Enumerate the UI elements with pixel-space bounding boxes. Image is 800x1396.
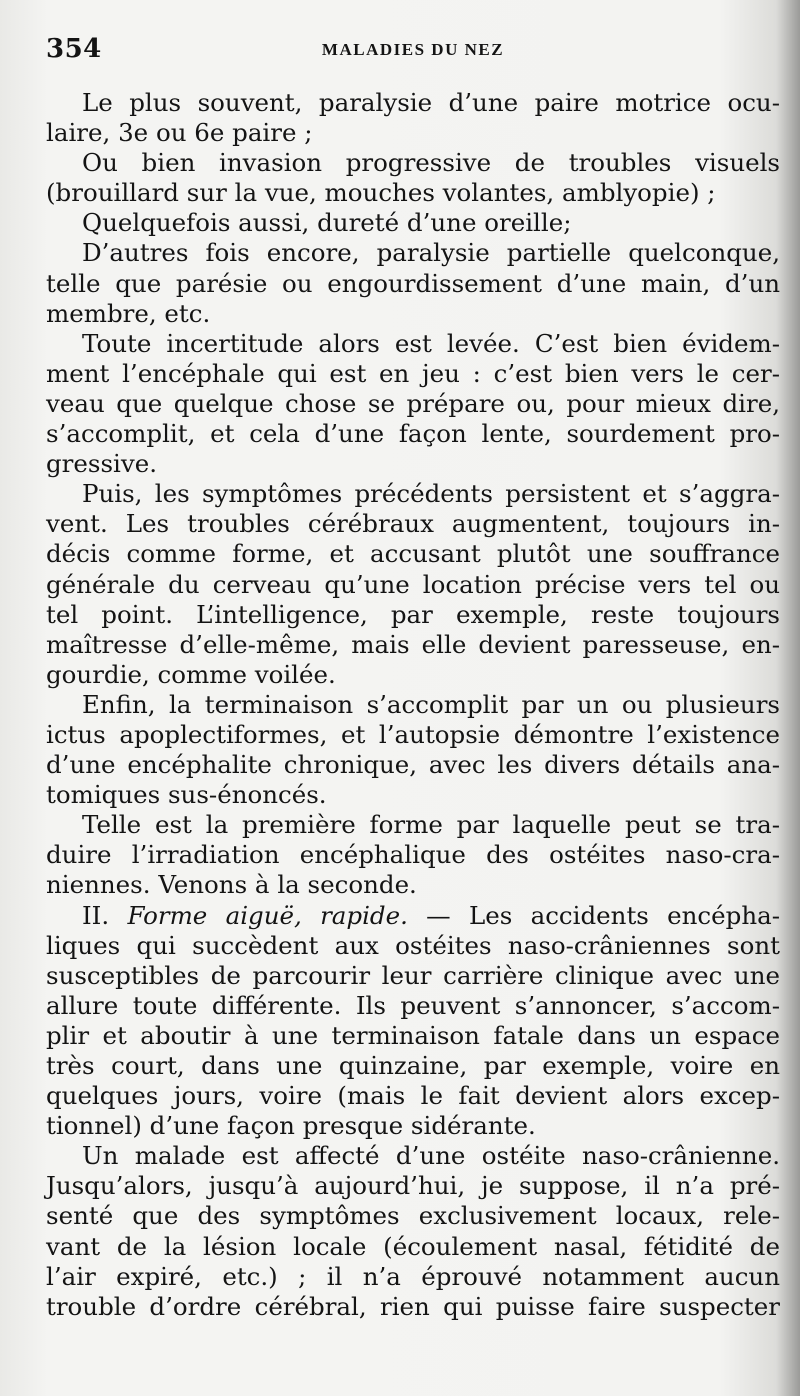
text-line: Un malade est affecté d’une ostéite naso-crânienne. (82, 1141, 780, 1171)
text-line: maîtresse d’elle-même, mais elle devient paresseuse, en- (46, 629, 780, 659)
text-line: plir et aboutir à une terminaison fatale dans un espace (46, 1020, 780, 1050)
text-line: D’autres fois encore, paralysie partielle quelconque, (82, 238, 780, 268)
text-line: Ou bien invasion progressive de troubles visuels (82, 148, 780, 178)
text-line: gourdie, comme voilée. (46, 659, 336, 689)
text-line: ictus apoplectiformes, et l’autopsie démontre l’existence (46, 719, 780, 749)
text-line: Telle est la première forme par laquelle peut se tra- (82, 810, 780, 840)
text-line: allure toute différente. Ils peuvent s’annoncer, s’accom- (46, 990, 780, 1020)
text-line: niennes. Venons à la seconde. (46, 870, 417, 900)
text-line: susceptibles de parcourir leur carrière clinique avec une (46, 960, 780, 990)
section-number: II. (82, 900, 110, 930)
text-line: vent. Les troubles cérébraux augmentent, toujours in- (46, 509, 780, 539)
text-line: s’accomplit, et cela d’une façon lente, sourdement pro- (46, 419, 780, 449)
text-line: décis comme forme, et accusant plutôt une souffrance (46, 539, 780, 569)
text-line: gressive. (46, 449, 158, 479)
text-line: l’air expiré, etc.) ; il n’a éprouvé notamment aucun (46, 1261, 780, 1291)
text-line: Jusqu’alors, jusqu’à aujourd’hui, je suppose, il n’a pré- (46, 1171, 780, 1201)
text-line: Le plus souvent, paralysie d’une paire motrice ocu- (82, 88, 780, 117)
text-line: d’une encéphalite chronique, avec les divers détails ana- (46, 750, 780, 780)
text-line: tel point. L’intelligence, par exemple, reste toujours (46, 599, 780, 629)
text-line: tionnel) d’une façon presque sidérante. (46, 1111, 536, 1141)
text-line: ment l’encéphale qui est en jeu : c’est bien vers le cer- (46, 358, 780, 388)
body-text (46, 88, 780, 1322)
text-line: Toute incertitude alors est levée. C’est bien évidem- (82, 328, 780, 358)
text-line: très court, dans une quinzaine, par exemple, voire en (46, 1051, 780, 1080)
text-line: générale du cerveau qu’une location précise vers tel ou (46, 569, 780, 599)
text-line: tomiques sus-énoncés. (46, 780, 327, 810)
section-title: Forme aiguë, rapide. (127, 900, 408, 930)
section-continuation: Les accidents encépha- (468, 900, 780, 930)
text-line: liques qui succèdent aux ostéites naso-crâniennes sont (46, 930, 780, 960)
text-line: vant de la lésion locale (écoulement nasal, fétidité de (46, 1231, 780, 1261)
text-line: veau que quelque chose se prépare ou, pour mieux dire, (46, 388, 780, 418)
section-dash: — (407, 900, 469, 930)
text-line: membre, etc. (46, 298, 211, 328)
section-heading-line (46, 901, 780, 931)
text-line: trouble d’ordre cérébral, rien qui puisse faire suspecter (46, 1291, 780, 1321)
page-number: 354 (46, 34, 102, 64)
running-title: MALADIES DU NEZ (321, 40, 505, 59)
text-line: duire l’irradiation encéphalique des ostéites naso-cra- (46, 840, 780, 870)
text-line: Quelquefois aussi, dureté d’une oreille; (82, 208, 572, 238)
text-line: senté que des symptômes exclusivement locaux, rele- (46, 1201, 780, 1231)
text-line: (brouillard sur la vue, mouches volantes, amblyopie) ; (46, 178, 716, 208)
text-line: quelques jours, voire (mais le fait devient alors excep- (46, 1081, 780, 1111)
text-line: telle que parésie ou engourdissement d’une main, d’un (46, 268, 780, 298)
text-line: Puis, les symptômes précédents persistent et s’aggra- (82, 479, 780, 509)
page-header (46, 34, 780, 68)
text-line: Enfin, la terminaison s’accomplit par un ou plusieurs (82, 689, 780, 719)
text-line: laire, 3e ou 6e paire ; (46, 118, 313, 148)
